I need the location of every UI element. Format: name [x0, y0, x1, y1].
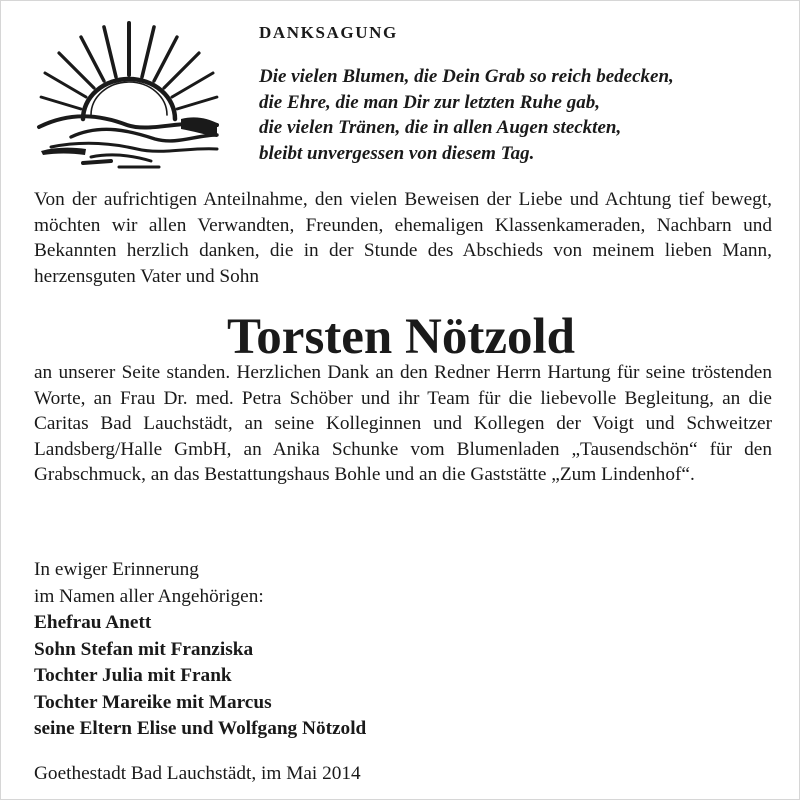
family-member: seine Eltern Elise und Wolfgang Nötzold	[34, 718, 367, 739]
place-date: Goethestadt Bad Lauchstädt, im Mai 2014	[34, 763, 361, 784]
poem-line: die Ehre, die man Dir zur letzten Ruhe gab,	[259, 91, 600, 113]
family-member: Tochter Julia mit Frank	[34, 665, 232, 686]
poem-line: bleibt unvergessen von diesem Tag.	[259, 142, 535, 164]
intro-paragraph: Von der aufrichtigen Anteilnahme, den vielen Beweisen der Liebe und Achtung tief bewegt, möchten wir allen Verwandten, Freunden, ehemaligen Klassenkameraden, Nachbarn und Bekannten herzlich danken, die in der Stunde des Abschieds von meinem lieben Mann, herzensguten Vater und Sohn	[34, 189, 772, 287]
thanks-paragraph: an unserer Seite standen. Herzlichen Dank an den Redner Herrn Hartung für seine tröstenden Worte, an Frau Dr. med. Petra Schöber und ihr Team für die liebevolle Begleitung, an die Caritas Bad Lauchstädt, an seine Kolleginnen und Kollegen der Voigt und Schweitzer Landsberg/Halle GmbH, an Anika Schunke vom Blumenladen „Tausendschön“ für den Grabschmuck, an das Bestattungshaus Bohle und an die Gaststätte „Zum Lindenhof“.	[34, 362, 772, 486]
deceased-name: Torsten Nötzold	[226, 309, 576, 365]
signoff-block	[34, 557, 366, 743]
heading-danksagung: DANKSAGUNG	[259, 23, 398, 42]
poem-line: die vielen Tränen, die in allen Augen steckten,	[259, 117, 622, 138]
rising-sun-icon	[31, 15, 221, 175]
poem	[259, 64, 674, 166]
poem-line: Die vielen Blumen, die Dein Grab so reich bedecken,	[259, 66, 674, 87]
signoff-line: In ewiger Erinnerung	[34, 559, 199, 580]
family-member: Tochter Mareike mit Marcus	[34, 691, 272, 713]
family-member: Ehefrau Anett	[34, 612, 152, 633]
signoff-line: im Namen aller Angehörigen:	[34, 585, 264, 607]
family-member: Sohn Stefan mit Franziska	[34, 638, 254, 660]
